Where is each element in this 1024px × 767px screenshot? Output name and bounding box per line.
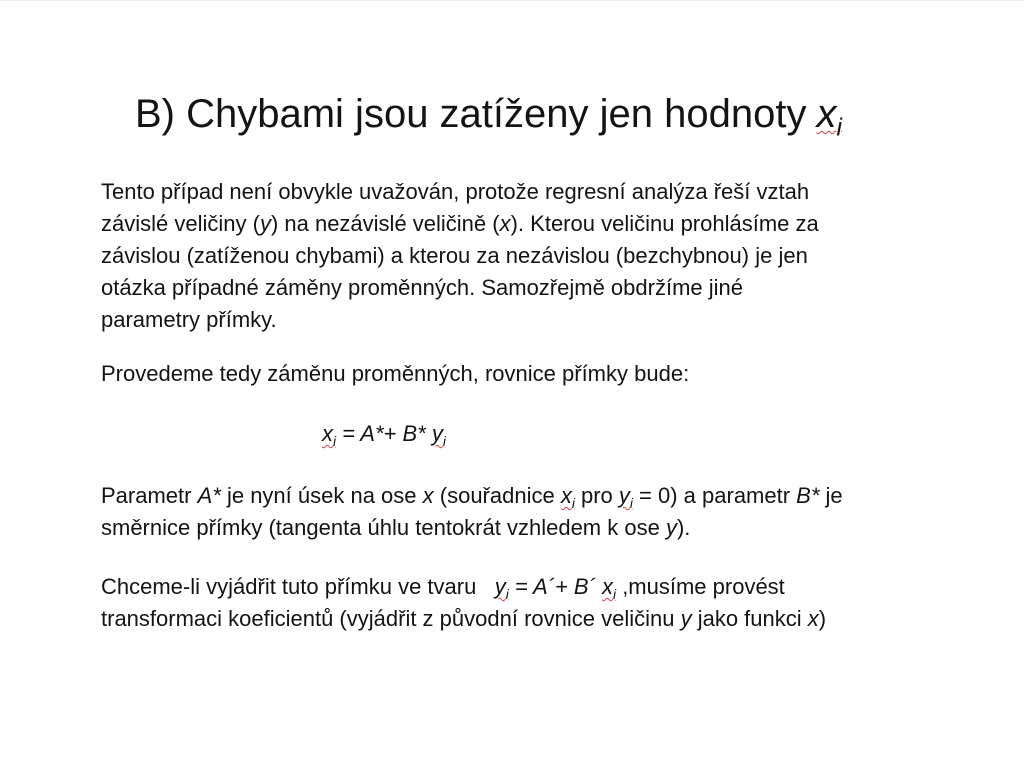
parameters-line-2: směrnice přímky (tangenta úhlu tentokrát vzhledem k ose y). (101, 515, 691, 540)
formula-y: $y_i$ (431, 421, 446, 449)
formula-x: $x_i$ (322, 421, 337, 449)
paragraph-substitution: Provedeme tedy záměnu proměnných, rovnice přímky bude: (101, 361, 690, 386)
intro-line-4: otázka případné záměny proměnných. Samozřejmě obdržíme jiné (101, 275, 743, 300)
parameters-line-1: Parametr A* je nyní úsek na ose x (souřadnice $x_i$ pro $y_i = 0$) a parametr B* je (101, 483, 843, 511)
paragraph-intro (101, 176, 981, 336)
title-variable: $x_i$ (816, 92, 842, 142)
transformation-line-1: Chceme-li vyjádřit tuto přímku ve tvaru $y_i$ = A´+ B´ $x_i$ ,musíme provést (101, 574, 785, 602)
intro-line-5: parametry přímky. (101, 307, 277, 332)
formula-mid: = A*+ B* (336, 421, 432, 446)
intro-line-2: závislé veličiny (y) na nezávislé veličině (x). Kterou veličinu prohlásíme za (101, 211, 819, 236)
paragraph-transformation (101, 571, 981, 635)
line-equation (322, 418, 446, 450)
slide-title (135, 90, 842, 142)
transformation-line-2: transformaci koeficientů (vyjádřit z původní rovnice veličinu y jako funkci x) (101, 606, 827, 631)
intro-line-3: závislou (zatíženou chybami) a kterou za nezávislou (bezchybnou) je jen (101, 243, 808, 268)
paragraph-parameters (101, 480, 981, 544)
intro-line-1: Tento případ není obvykle uvažován, protože regresní analýza řeší vztah (101, 179, 810, 204)
title-text: B) Chybami jsou zatíženy jen hodnoty (135, 92, 807, 136)
